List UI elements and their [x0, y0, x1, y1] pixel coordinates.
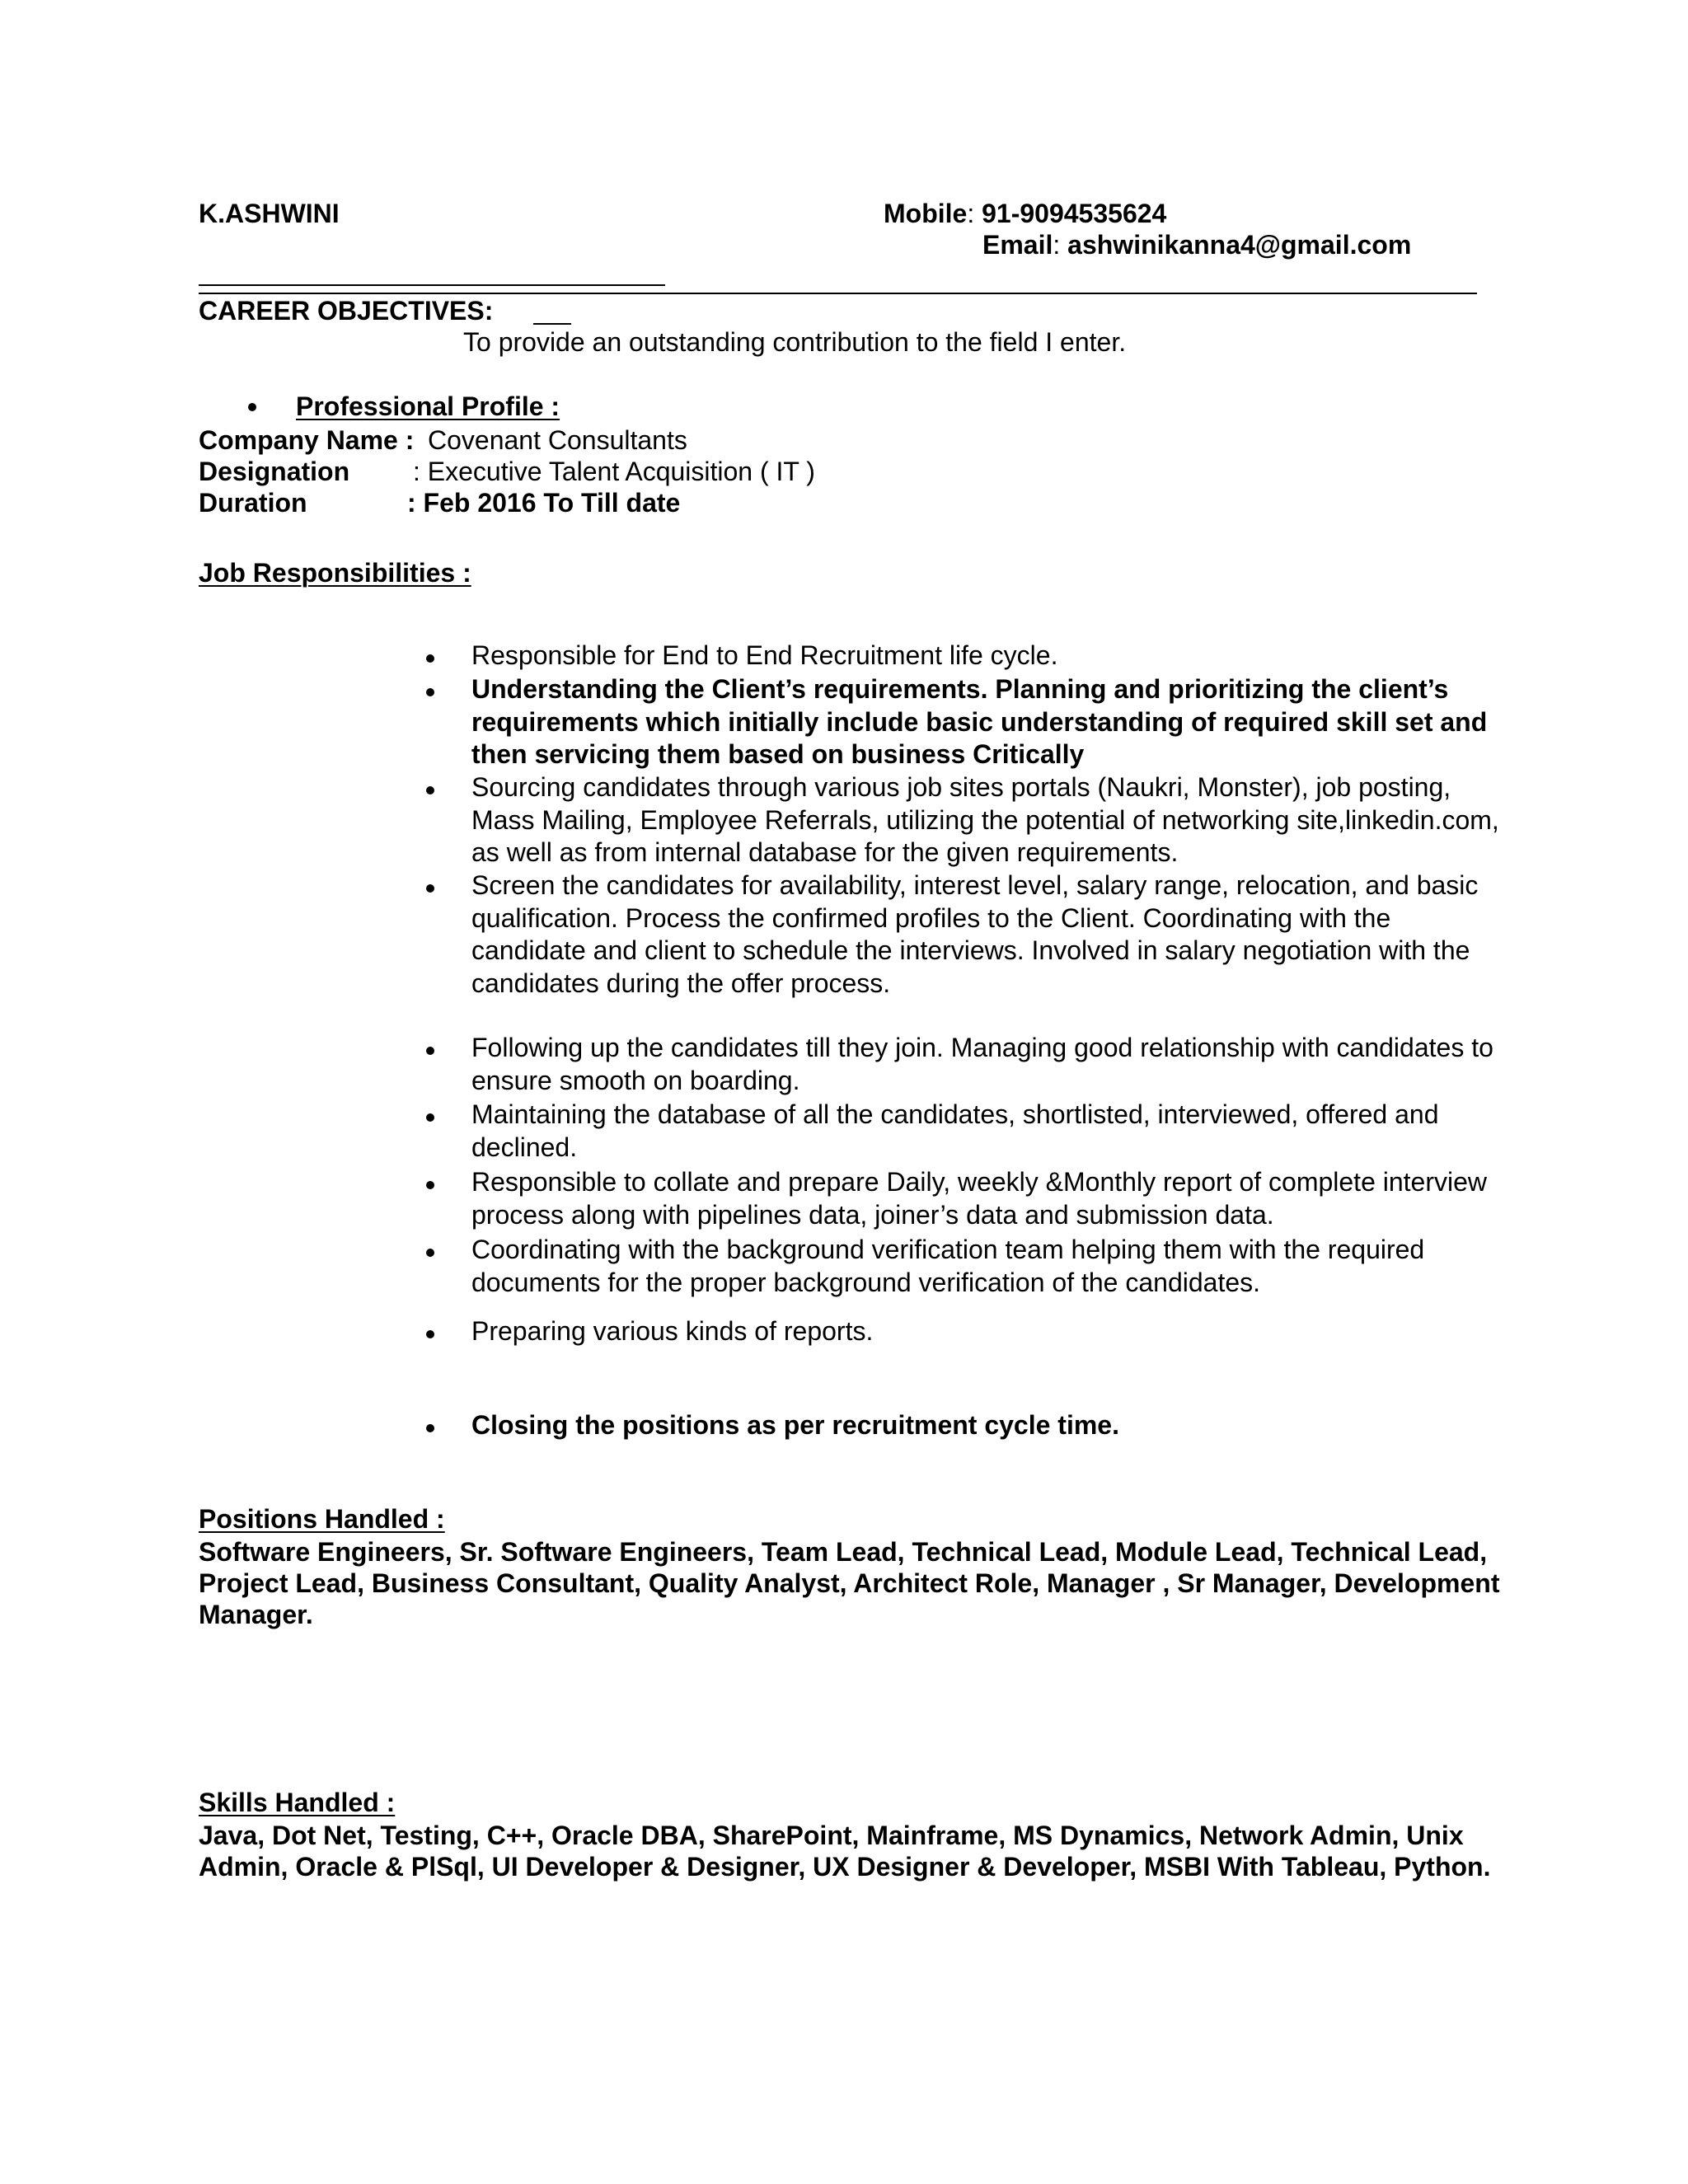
- positions-handled-heading: Positions Handled :: [199, 1504, 445, 1534]
- professional-profile-heading: Professional Profile :: [296, 391, 560, 421]
- responsibility-item: Preparing various kinds of reports.: [471, 1316, 874, 1346]
- responsibility-item: Closing the positions as per recruitment cycle time.: [471, 1410, 1119, 1440]
- responsibility-item: Maintaining the database of all the candidates, shortlisted, interviewed, offered and declined.: [471, 1099, 1439, 1162]
- company-label: Company Name :: [199, 425, 415, 455]
- mobile-label: Mobile: [884, 199, 968, 228]
- email-line: [982, 230, 1411, 260]
- responsibility-bullet: [426, 1249, 434, 1257]
- career-objectives-underline: [533, 323, 571, 325]
- candidate-name: K.ASHWINI: [199, 199, 340, 228]
- mobile-line: [884, 199, 1166, 229]
- responsibility-bullet: [426, 786, 434, 794]
- responsibility-item: Responsible to collate and prepare Daily, weekly &Monthly report of complete interview process along with pipelines data, joiner’s data and submission data.: [471, 1167, 1488, 1230]
- career-objectives-text: To provide an outstanding contribution to the field I enter.: [463, 327, 1127, 357]
- responsibility-item: Responsible for End to End Recruitment life cycle.: [471, 640, 1058, 670]
- responsibility-bullet: [426, 884, 434, 893]
- duration-value: : Feb 2016 To Till date: [407, 488, 681, 518]
- email-label: Email: [982, 230, 1053, 260]
- responsibility-bullet: [426, 688, 434, 696]
- professional-profile-bullet: [248, 403, 256, 411]
- responsibility-bullet: [426, 1113, 434, 1122]
- positions-handled-text: Software Engineers, Sr. Software Engineers, Team Lead, Technical Lead, Module Lead, Technical Lead, Project Lead, Business Consultant, Quality Analyst, Architect Role, Manager , Sr Manager, Development Manager.: [199, 1537, 1500, 1629]
- designation-value: : Executive Talent Acquisition ( IT ): [413, 457, 815, 486]
- responsibility-bullet: [426, 1424, 434, 1432]
- designation-label: Designation: [199, 457, 350, 486]
- email-separator: :: [1053, 230, 1061, 260]
- responsibility-bullet: [426, 1047, 434, 1055]
- skills-handled-heading: Skills Handled :: [199, 1788, 396, 1817]
- email-value: ashwinikanna4@gmail.com: [1067, 230, 1412, 260]
- career-objectives-heading: CAREER OBJECTIVES:: [199, 296, 494, 326]
- responsibility-item: Sourcing candidates through various job sites portals (Naukri, Monster), job posting, Mass Mailing, Employee Referrals, utilizing the potential of networking site,linkedin.com, as well as from internal database for the given requirements.: [471, 772, 1499, 867]
- responsibility-item: Coordinating with the background verification team helping them with the required documents for the proper background verification of the candidates.: [471, 1235, 1425, 1297]
- responsibility-item: Following up the candidates till they join. Managing good relationship with candidates to ensure smooth on boarding.: [471, 1033, 1493, 1095]
- duration-label: Duration: [199, 488, 307, 518]
- header-rule-short: [199, 284, 665, 286]
- responsibility-item: Understanding the Client’s requirements. Planning and prioritizing the client’s requirements which initially include basic understanding of required skill set and then servicing them based on business Critically: [471, 674, 1488, 769]
- responsibility-bullet: [426, 654, 434, 663]
- header-rule-long: [199, 293, 1477, 294]
- skills-handled-text: Java, Dot Net, Testing, C++, Oracle DBA, SharePoint, Mainframe, MS Dynamics, Network Admin, Unix Admin, Oracle & PlSql, UI Developer & Designer, UX Designer & Developer, MSBI With Tableau, Python.: [199, 1821, 1491, 1882]
- responsibility-bullet: [426, 1330, 434, 1338]
- company-value: Covenant Consultants: [428, 425, 687, 455]
- mobile-separator: :: [967, 199, 975, 228]
- responsibility-item: Screen the candidates for availability, interest level, salary range, relocation, and basic qualification. Process the confirmed profiles to the Client. Coordinating with the candidate and client to schedule the interviews. Involved in salary negotiation with the candidates during the offer process.: [471, 870, 1479, 998]
- responsibility-bullet: [426, 1181, 434, 1189]
- mobile-value: 91-9094535624: [982, 199, 1167, 228]
- job-responsibilities-heading: Job Responsibilities :: [199, 558, 471, 588]
